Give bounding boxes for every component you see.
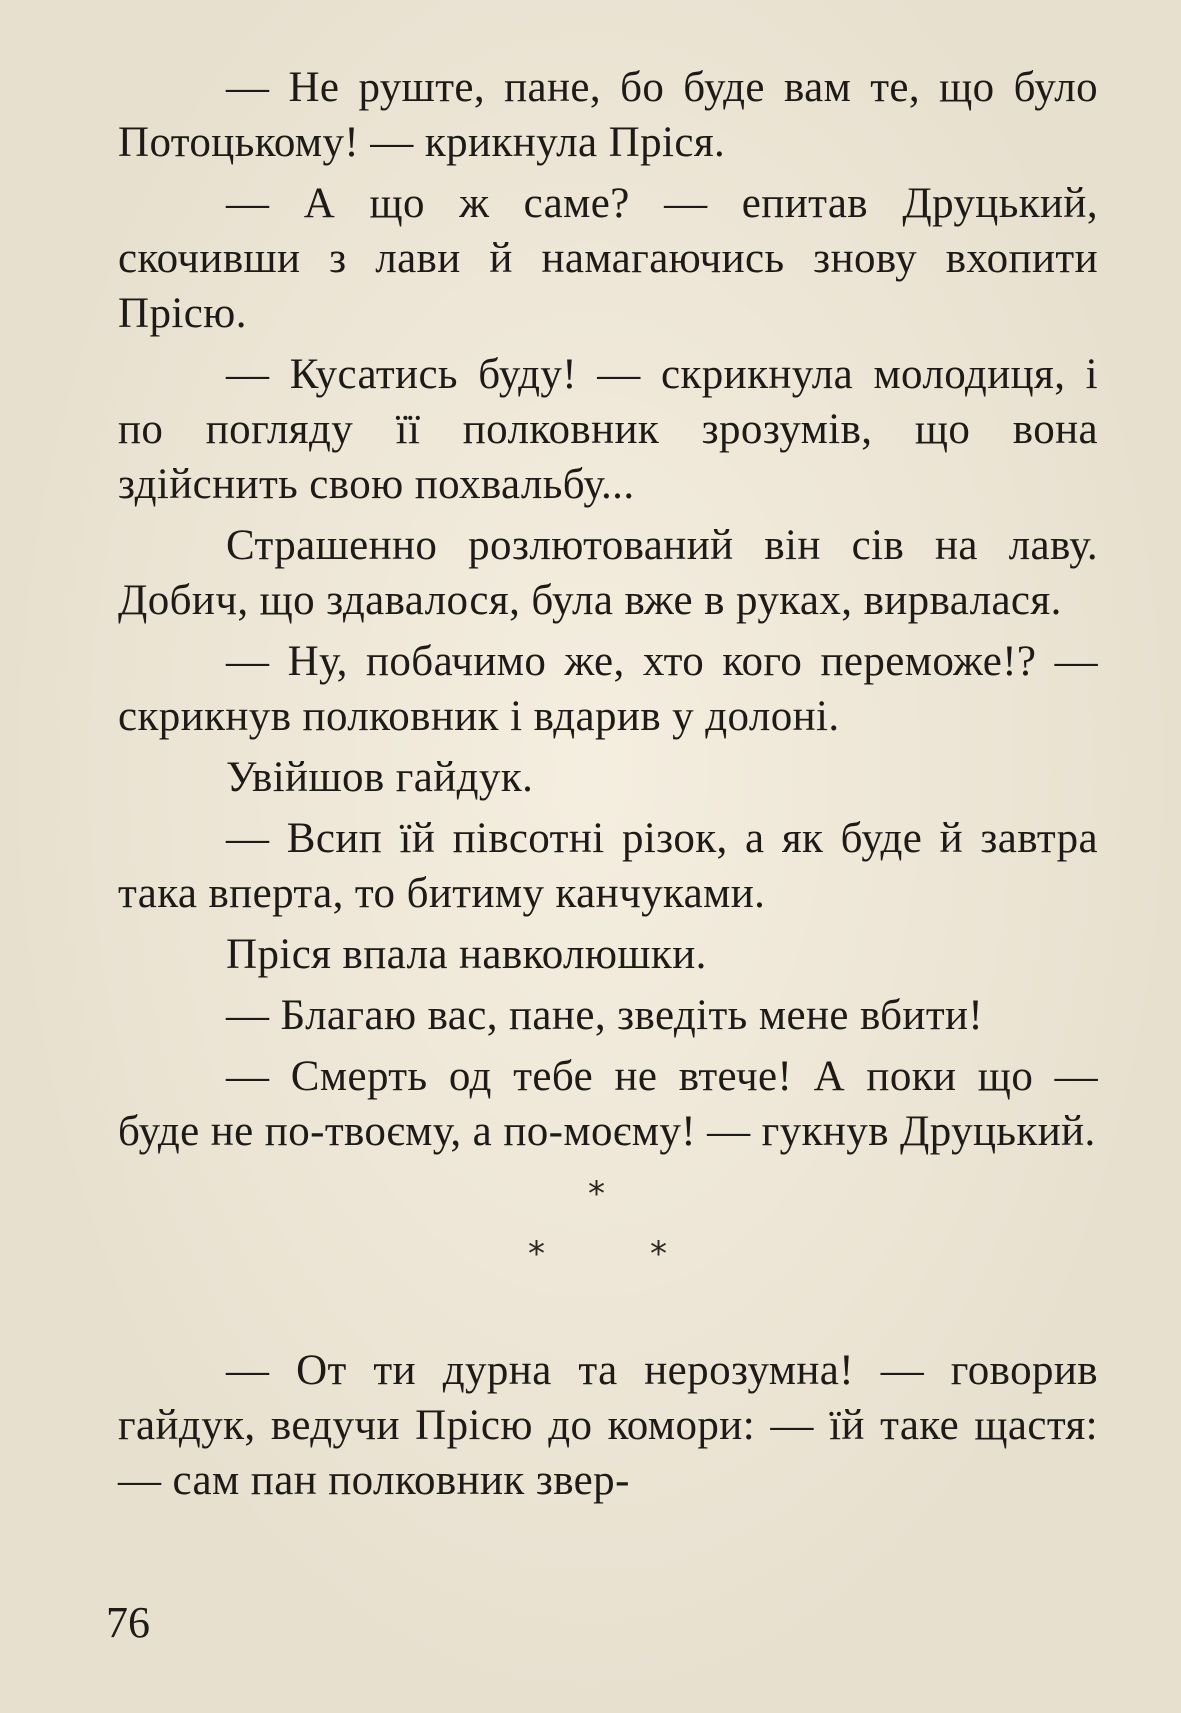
paragraph: Страшенно розлютований він сів на лаву. Добич, що здавалося, була вже в руках, вирвалася. — [118, 522, 1098, 624]
paragraph: — Кусатись буду! — скрикнула молодиця, і по погляду її полковник зрозумів, що вона здійснить свою похвальбу... — [118, 351, 1098, 508]
paragraph: — Всип їй півсотні різок, а як буде й завтра така вперта, то битиму канчуками. — [118, 815, 1098, 917]
page-number: 76 — [106, 1598, 150, 1647]
paragraph: — Смерть од тебе не втече! А поки що — буде не по-твоєму, а по-моєму! — гукнув Друцький. — [118, 1053, 1098, 1155]
paragraph: — А що ж саме? — епитав Друцький, скочивши з лави й намагаючись знову вхопити Прісю. — [118, 180, 1098, 337]
asterisk-right: * — [650, 1234, 667, 1274]
paragraph: — От ти дурна та нерозумна! — говорив гайдук, ведучи Прісю до комори: — їй таке щастя: — сам пан полковник звер- — [118, 1347, 1098, 1504]
paragraph: Пріся впала навколюшки. — [226, 931, 707, 978]
paragraph: — Не руште, пане, бо буде вам те, що було Потоцькому! — крикнула Пріся. — [118, 64, 1098, 166]
paragraph: Увійшов гайдук. — [226, 754, 534, 801]
asterisk-left: * — [528, 1234, 545, 1274]
paragraph: — Благаю вас, пане, зведіть мене вбити! — [226, 992, 984, 1039]
section-break — [118, 1163, 1098, 1343]
asterisk-top: * — [588, 1174, 605, 1214]
paragraph: — Ну, побачимо же, хто кого переможе!? — скрикнув полковник і вдарив у долоні. — [118, 638, 1098, 740]
page-text — [118, 60, 1098, 1508]
